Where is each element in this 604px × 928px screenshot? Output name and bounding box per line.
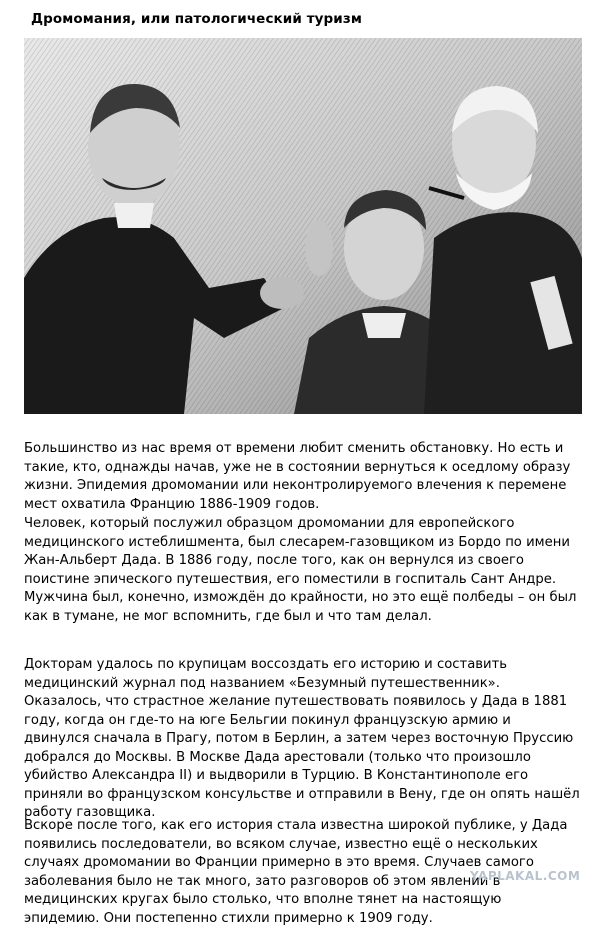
site-watermark: YAPLAKAL.COM [470, 869, 581, 883]
article-paragraph-4: Вскоре после того, как его история стала известна широкой публике, у Дада появились последователи, во всяком случае, известно ещё о нескольких случаях дромомании во Франции примерно в это время. Случаев самого заболевания было не так много, зато разговоров об этом явлении в медицинских кругах было столько, что вполне тянет на настоящую эпидемию. Они постепенно стихли примерно к 1909 году. [24, 818, 568, 926]
three-men-engraving-image [24, 38, 582, 414]
article-paragraph-3: Докторам удалось по крупицам воссоздать его историю и составить медицинский журнал под названием «Безумный путешественник». Оказалось, что страстное желание путешествовать появилось у Дада в 1881 году, когда он где-то на юге Бельгии покинул французскую армию и двинулся сначала в Прагу, потом в Берлин, а затем через восточную Пруссию добрался до Москвы. В Москве Дада арестовали (только что произошло убийство Александра II) и выдворили в Турцию. В Константинополе его приняли во французском консульстве и отправили в Вену, где он опять нашёл работу газовщика. [24, 657, 580, 820]
engraving-illustration [24, 38, 582, 414]
article-title: Дромомания, или патологический туризм [31, 11, 362, 27]
article-paragraph-2: Человек, который послужил образцом дромомании для европейского медицинского истеблишмента, был слесарем-газовщиком из Бордо по имени Жан-Альберт Дада. В 1886 году, после того, как он вернулся из своего поистине эпического путешествия, его поместили в госпиталь Сант Андре. Мужчина был, конечно, измождён до крайности, но это ещё полбеды – он был как в тумане, не мог вспомнить, где был и что там делал. [24, 516, 577, 624]
article-paragraph-1: Большинство из нас время от времени любит сменить обстановку. Но есть и такие, кто, однажды начав, уже не в состоянии вернуться к оседлому образу жизни. Эпидемия дромомании или неконтролируемого влечения к перемене мест охватила Францию 1886-1909 годов. [24, 441, 571, 512]
